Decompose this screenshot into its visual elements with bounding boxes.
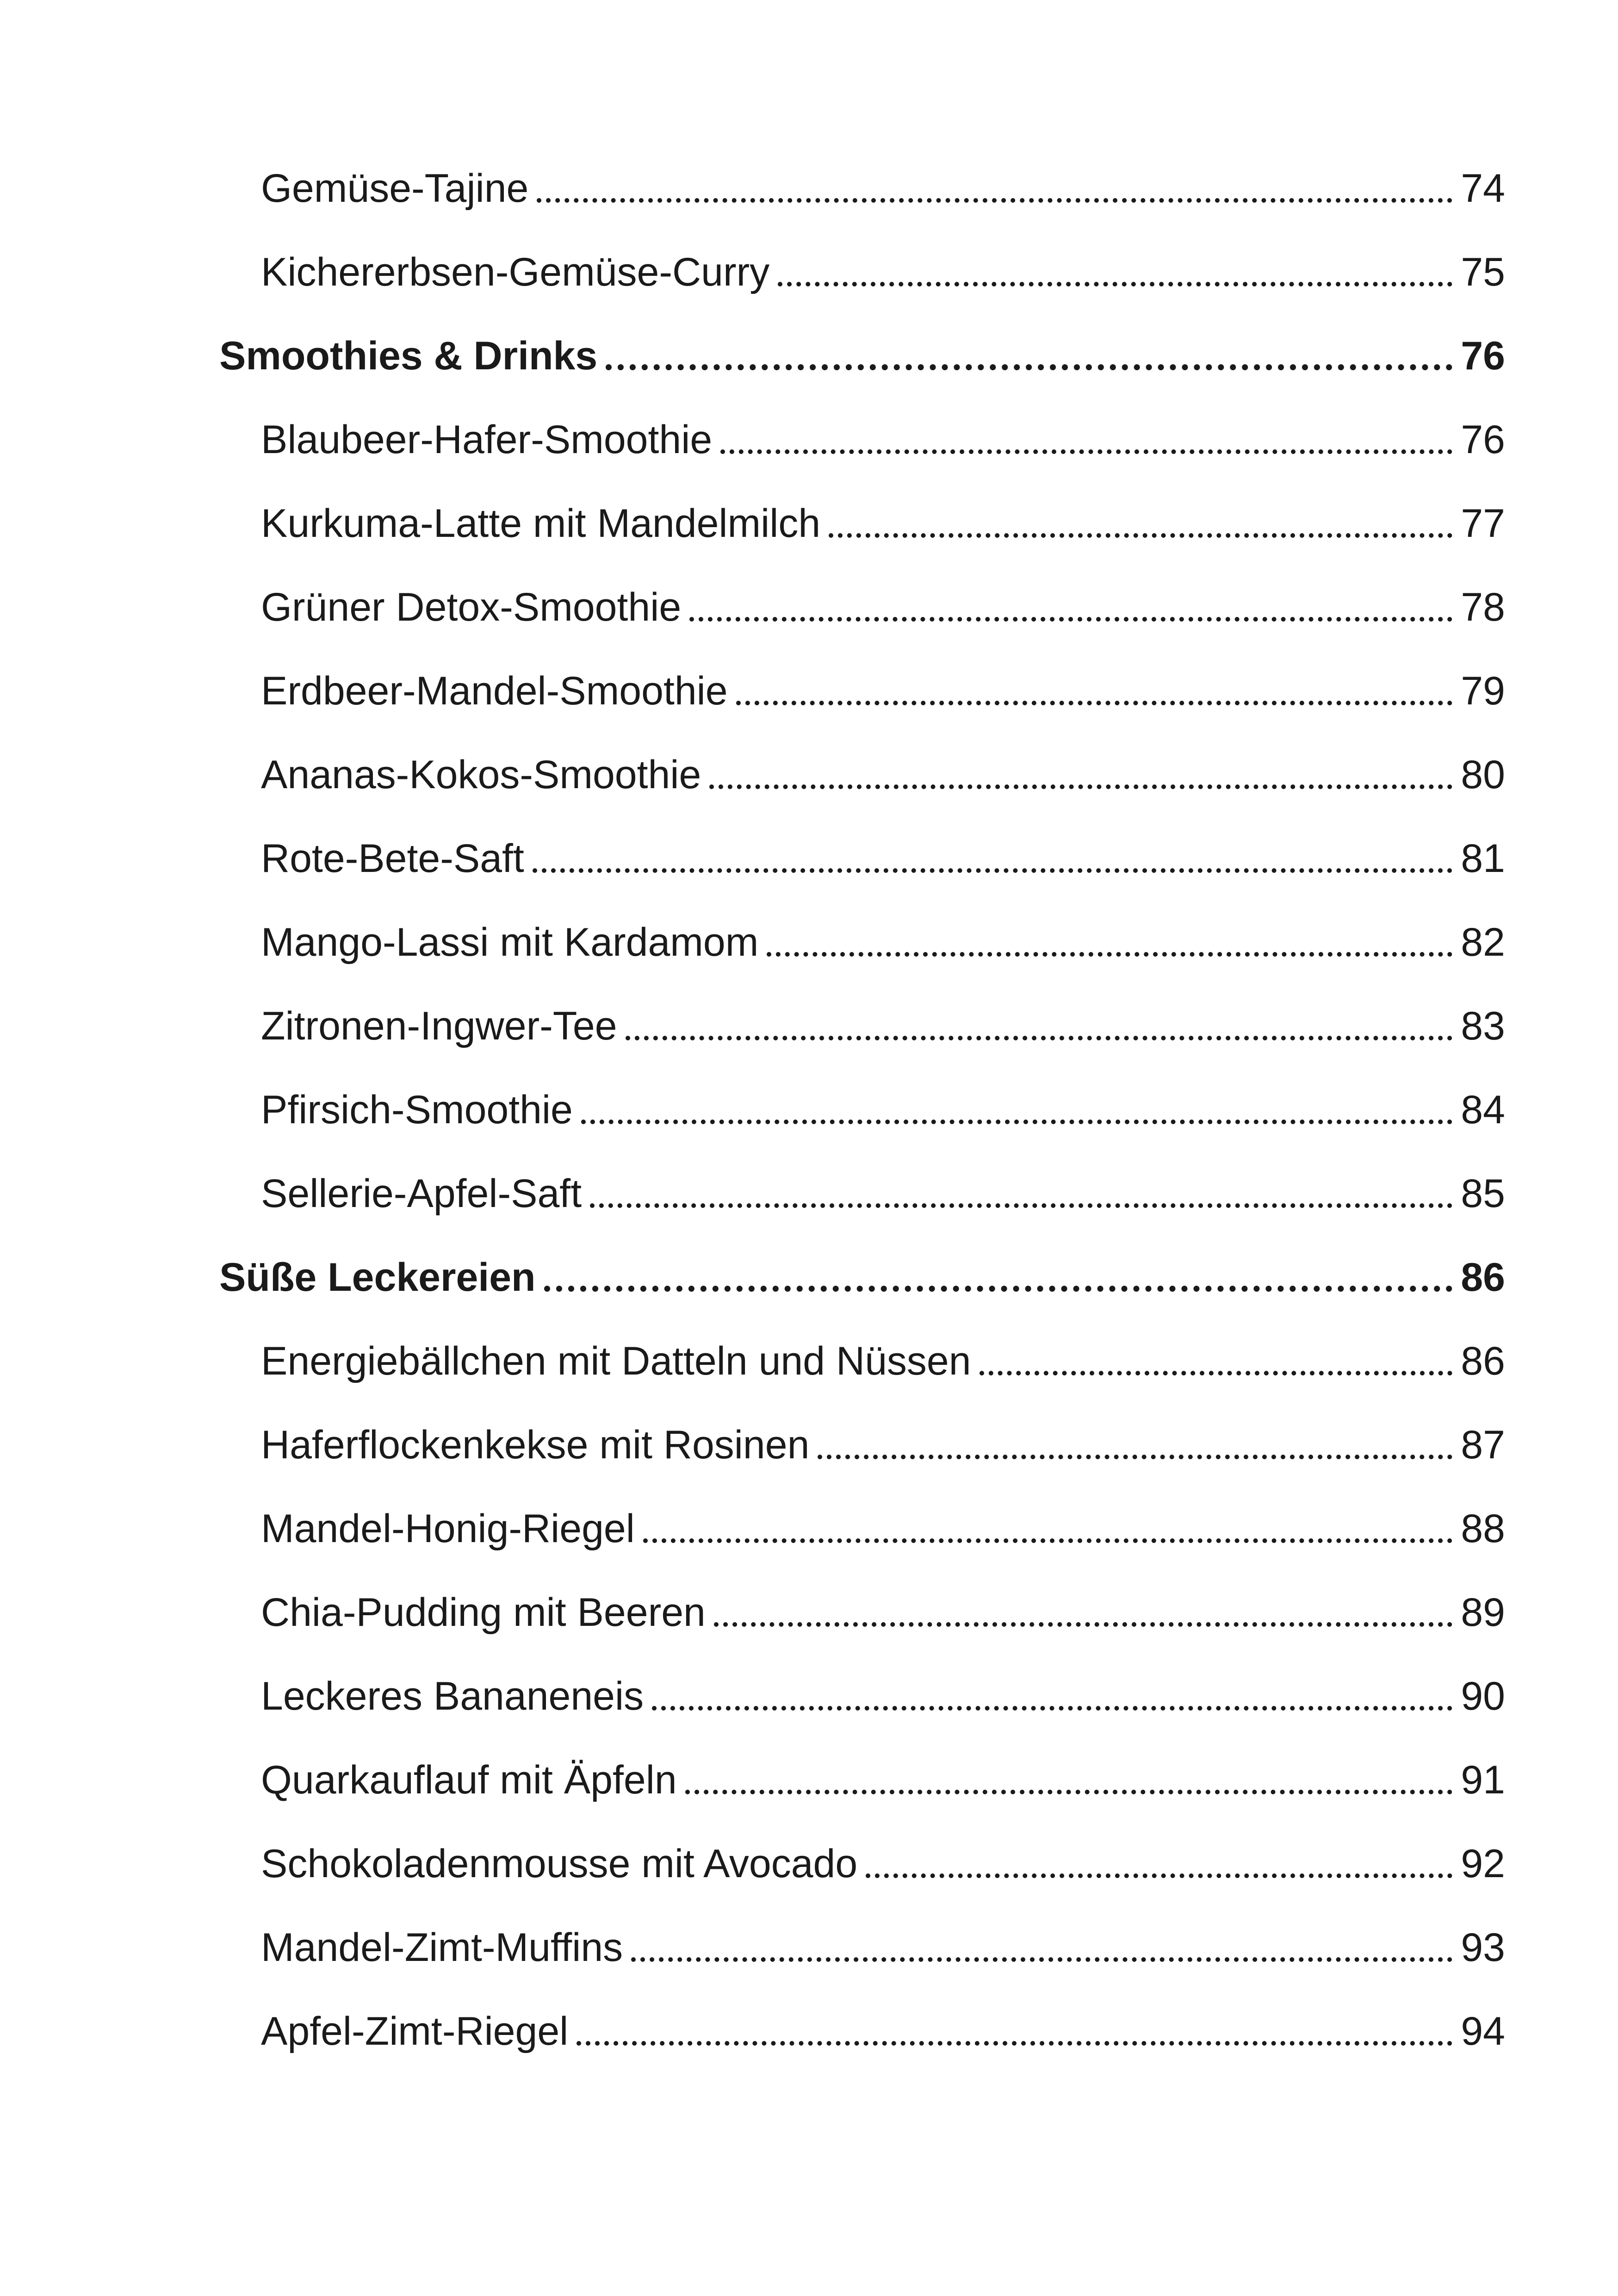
toc-section-title: Süße Leckereien <box>219 1255 536 1300</box>
toc-entry-title: Haferflockenkekse mit Rosinen <box>261 1423 810 1467</box>
toc-entry-energiebaellchen[interactable] <box>261 1312 1505 1381</box>
toc-entry-title: Chia-Pudding mit Beeren <box>261 1590 706 1635</box>
toc-entry-title: Mandel-Zimt-Muffins <box>261 1925 623 1970</box>
toc-page-number: 76 <box>1461 334 1505 378</box>
toc-page-number: 94 <box>1461 2009 1505 2053</box>
toc-page-number: 79 <box>1461 669 1505 713</box>
toc-entry-erdbeer-mandel-smoothie[interactable] <box>261 641 1505 711</box>
toc-entry-title: Kichererbsen-Gemüse-Curry <box>261 250 770 294</box>
dot-leader <box>581 1120 1452 1124</box>
toc-entry-mandel-zimt-muffins[interactable] <box>261 1898 1505 1970</box>
toc-entry-rote-bete-saft[interactable] <box>261 809 1505 881</box>
toc-page-number: 82 <box>1461 920 1505 964</box>
dot-leader <box>866 1873 1452 1878</box>
toc-page-number: 74 <box>1461 166 1505 211</box>
toc-section-smoothies-drinks[interactable] <box>219 306 1505 376</box>
dot-leader <box>537 198 1452 203</box>
dot-leader <box>714 1622 1452 1627</box>
dot-leader <box>631 1957 1452 1962</box>
toc-entry-title: Blaubeer-Hafer-Smoothie <box>261 417 713 462</box>
toc-entry-title: Grüner Detox-Smoothie <box>261 585 682 629</box>
dot-leader <box>778 282 1452 286</box>
toc-page-number: 90 <box>1461 1674 1505 1718</box>
toc-entry-zitronen-ingwer-tee[interactable] <box>261 977 1505 1046</box>
toc-entry-title: Zitronen-Ingwer-Tee <box>261 1004 617 1048</box>
dot-leader <box>652 1706 1452 1711</box>
toc-entry-leckeres-bananeneis[interactable] <box>261 1647 1505 1716</box>
toc-entry-chia-pudding[interactable] <box>261 1563 1505 1635</box>
toc-entry-title: Ananas-Kokos-Smoothie <box>261 753 701 797</box>
toc-entry-kurkuma-latte[interactable] <box>261 474 1505 546</box>
toc-page-number: 86 <box>1461 1255 1505 1300</box>
dot-leader <box>829 533 1452 538</box>
toc-entry-title: Pfirsich-Smoothie <box>261 1088 573 1132</box>
toc-entry-sellerie-apfel-saft[interactable] <box>261 1144 1505 1216</box>
toc-entry-title: Energiebällchen mit Datteln und Nüssen <box>261 1339 971 1383</box>
toc-entry-title: Rote-Bete-Saft <box>261 836 524 881</box>
toc-entry-apfel-zimt-riegel[interactable] <box>261 1982 1505 2051</box>
dot-leader <box>643 1538 1452 1543</box>
toc-page-number: 78 <box>1461 585 1505 629</box>
dot-leader <box>685 1790 1453 1794</box>
toc-page-number: 84 <box>1461 1088 1505 1132</box>
toc-entry-ananas-kokos-smoothie[interactable] <box>261 725 1505 795</box>
toc-page-number: 80 <box>1461 753 1505 797</box>
toc-entry-title: Apfel-Zimt-Riegel <box>261 2009 569 2053</box>
dot-leader <box>533 868 1453 873</box>
toc-entry-title: Sellerie-Apfel-Saft <box>261 1171 582 1216</box>
toc-entry-title: Schokoladenmousse mit Avocado <box>261 1842 858 1886</box>
dot-leader <box>590 1203 1452 1208</box>
toc-entry-title: Erdbeer-Mandel-Smoothie <box>261 669 728 713</box>
toc-page-number: 88 <box>1461 1506 1505 1551</box>
dot-leader <box>818 1455 1452 1459</box>
toc-entry-gemuese-tajine[interactable] <box>261 139 1505 211</box>
dot-leader <box>720 449 1452 454</box>
toc-entry-pfirsich-smoothie[interactable] <box>261 1060 1505 1130</box>
dot-leader <box>577 2041 1452 2046</box>
toc-page-number: 81 <box>1461 836 1505 881</box>
dot-leader <box>736 701 1453 705</box>
toc-page-number: 77 <box>1461 501 1505 546</box>
dot-leader <box>767 952 1452 957</box>
toc-section-suesse-leckereien[interactable] <box>219 1228 1505 1300</box>
toc-page-number: 87 <box>1461 1423 1505 1467</box>
dot-leader <box>544 1286 1453 1292</box>
toc-entry-mango-lassi[interactable] <box>261 893 1505 962</box>
toc-page-number: 86 <box>1461 1339 1505 1383</box>
toc-entry-mandel-honig-riegel[interactable] <box>261 1479 1505 1549</box>
dot-leader <box>626 1036 1453 1040</box>
toc-page-number: 91 <box>1461 1758 1505 1802</box>
toc-entry-haferflockenkekse[interactable] <box>261 1395 1505 1465</box>
toc-entry-quarkauflauf[interactable] <box>261 1730 1505 1800</box>
toc-entry-title: Mandel-Honig-Riegel <box>261 1506 635 1551</box>
toc-entry-title: Leckeres Bananeneis <box>261 1674 644 1718</box>
dot-leader <box>709 784 1452 789</box>
toc-entry-title: Quarkauflauf mit Äpfeln <box>261 1758 677 1802</box>
dot-leader <box>606 364 1452 370</box>
dot-leader <box>689 617 1452 622</box>
toc-page-number: 76 <box>1461 417 1505 462</box>
toc-page-number: 83 <box>1461 1004 1505 1048</box>
toc-entry-gruener-detox-smoothie[interactable] <box>261 558 1505 627</box>
toc-entry-title: Gemüse-Tajine <box>261 166 529 211</box>
toc-section-title: Smoothies & Drinks <box>219 334 598 378</box>
toc-entry-title: Mango-Lassi mit Kardamom <box>261 920 759 964</box>
toc-entry-schokoladenmousse[interactable] <box>261 1814 1505 1884</box>
toc-entry-title: Kurkuma-Latte mit Mandelmilch <box>261 501 821 546</box>
toc-page-number: 93 <box>1461 1925 1505 1970</box>
toc-page-number: 75 <box>1461 250 1505 294</box>
toc-entry-kichererbsen-gemuese-curry[interactable] <box>261 223 1505 292</box>
toc-page-number: 89 <box>1461 1590 1505 1635</box>
toc-page-number: 92 <box>1461 1842 1505 1886</box>
toc-page-number: 85 <box>1461 1171 1505 1216</box>
toc-entry-blaubeer-hafer-smoothie[interactable] <box>261 390 1505 460</box>
dot-leader <box>979 1371 1453 1375</box>
